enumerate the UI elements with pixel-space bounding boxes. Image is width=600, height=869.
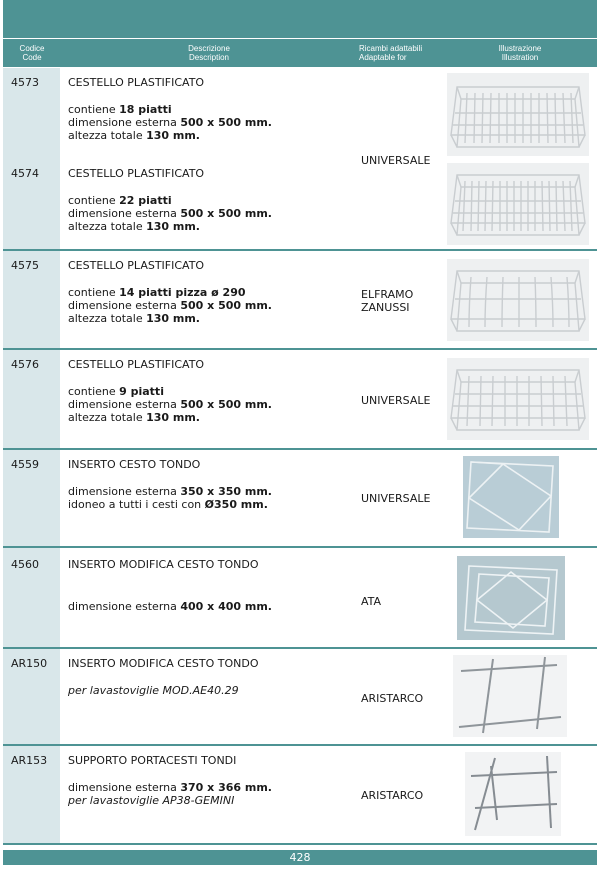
- desc-bold: 370 x 366 mm.: [180, 781, 272, 794]
- desc-italic: per lavastoviglie AP38-GEMINI: [68, 794, 235, 807]
- desc-text: contiene: [68, 194, 120, 207]
- item-description: [68, 286, 272, 325]
- page-number: 428: [289, 851, 311, 864]
- desc-text: dimensione esterna: [68, 781, 181, 794]
- table-row: [3, 350, 597, 448]
- desc-bold: 500 x 500 mm.: [180, 398, 272, 411]
- desc-bold: 130 mm.: [146, 220, 200, 233]
- desc-text: dimensione esterna: [68, 398, 181, 411]
- desc-bold: 14 piatti pizza ø 290: [119, 286, 246, 299]
- item-description: [68, 103, 272, 142]
- table-header: [3, 39, 597, 67]
- desc-italic: per lavastoviglie MOD.AE40.29: [68, 684, 239, 697]
- desc-bold: 500 x 500 mm.: [180, 207, 272, 220]
- item-title: CESTELLO PLASTIFICATO: [68, 259, 205, 272]
- square-insert-image: [463, 456, 559, 538]
- desc-bold: 500 x 500 mm.: [180, 116, 272, 129]
- header-description: [63, 44, 355, 62]
- item-code: 4560: [11, 558, 39, 571]
- item-description: [68, 684, 239, 697]
- item-code: AR150: [11, 657, 48, 670]
- item-title: SUPPORTO PORTACESTI TONDI: [68, 754, 237, 767]
- table-row: [3, 746, 597, 843]
- top-banner: [3, 0, 597, 38]
- item-code: 4576: [11, 358, 39, 371]
- header-adaptable: [359, 44, 439, 62]
- table-row: [3, 649, 597, 744]
- item-title: INSERTO MODIFICA CESTO TONDO: [68, 657, 259, 670]
- desc-text: dimensione esterna: [68, 207, 181, 220]
- desc-bold: 22 piatti: [119, 194, 172, 207]
- item-title: CESTELLO PLASTIFICATO: [68, 358, 205, 371]
- adaptable-for: [361, 288, 413, 314]
- desc-bold: 130 mm.: [146, 411, 200, 424]
- item-code: 4575: [11, 259, 39, 272]
- header-ric-it: Ricambi adattabili: [359, 44, 423, 53]
- item-title: INSERTO CESTO TONDO: [68, 458, 201, 471]
- wire-basket-image: [447, 163, 589, 245]
- desc-bold: 9 piatti: [119, 385, 164, 398]
- header-ric-en: Adaptable for: [359, 53, 407, 62]
- square-insert-image: [457, 556, 565, 640]
- desc-bold: 18 piatti: [119, 103, 172, 116]
- desc-text: dimensione esterna: [68, 485, 181, 498]
- desc-text: contiene: [68, 103, 120, 116]
- header-code-it: Codice: [19, 44, 45, 53]
- desc-bold: 350 x 350 mm.: [180, 485, 272, 498]
- wire-rods-image: [453, 655, 567, 737]
- desc-text: dimensione esterna: [68, 299, 181, 312]
- item-code: 4573: [11, 76, 39, 89]
- header-code-en: Code: [22, 53, 42, 62]
- desc-bold: 130 mm.: [146, 312, 200, 325]
- code-column: [3, 68, 60, 249]
- table-row: [3, 251, 597, 348]
- desc-text: contiene: [68, 286, 120, 299]
- adaptable-for: UNIVERSALE: [361, 154, 431, 167]
- wire-support-image: [465, 752, 561, 836]
- item-code: 4574: [11, 167, 39, 180]
- item-title: INSERTO MODIFICA CESTO TONDO: [68, 558, 259, 571]
- item-description: [68, 781, 272, 807]
- desc-bold: 130 mm.: [146, 129, 200, 142]
- desc-text: altezza totale: [68, 411, 147, 424]
- header-illustration: [443, 44, 597, 62]
- adaptable-for: UNIVERSALE: [361, 394, 431, 407]
- wire-basket-image: [447, 73, 589, 156]
- page-footer: [3, 850, 597, 865]
- item-description: [68, 600, 272, 613]
- table-row: [3, 68, 597, 249]
- header-code: [3, 44, 61, 62]
- table-row: [3, 548, 597, 647]
- table-row: [3, 450, 597, 546]
- item-title: CESTELLO PLASTIFICATO: [68, 76, 205, 89]
- adaptable-for: ARISTARCO: [361, 692, 424, 705]
- header-desc-en: Description: [188, 53, 229, 62]
- adaptable-for: ARISTARCO: [361, 789, 424, 802]
- desc-text: dimensione esterna: [68, 116, 181, 129]
- adaptable-for: ATA: [361, 595, 382, 608]
- row-separator: [3, 843, 597, 845]
- item-code: 4559: [11, 458, 39, 471]
- adaptable-brand: ZANUSSI: [361, 301, 410, 314]
- item-description: [68, 194, 272, 233]
- header-ill-it: Illustrazione: [498, 44, 542, 53]
- desc-text: altezza totale: [68, 129, 147, 142]
- item-title: CESTELLO PLASTIFICATO: [68, 167, 205, 180]
- item-code: AR153: [11, 754, 48, 767]
- wire-basket-image: [447, 259, 589, 341]
- desc-bold: 400 x 400 mm.: [180, 600, 272, 613]
- item-description: [68, 385, 272, 424]
- desc-text: contiene: [68, 385, 120, 398]
- desc-text: altezza totale: [68, 312, 147, 325]
- desc-bold: Ø350 mm.: [204, 498, 268, 511]
- desc-text: altezza totale: [68, 220, 147, 233]
- header-ill-en: Illustration: [501, 53, 539, 62]
- item-description: [68, 485, 272, 511]
- desc-bold: 500 x 500 mm.: [180, 299, 272, 312]
- wire-basket-image: [447, 358, 589, 440]
- adaptable-for: UNIVERSALE: [361, 492, 431, 505]
- adaptable-brand: ELFRAMO: [361, 288, 414, 301]
- desc-text: dimensione esterna: [68, 600, 181, 613]
- desc-text: idoneo a tutti i cesti con: [68, 498, 205, 511]
- header-desc-it: Descrizione: [188, 44, 230, 53]
